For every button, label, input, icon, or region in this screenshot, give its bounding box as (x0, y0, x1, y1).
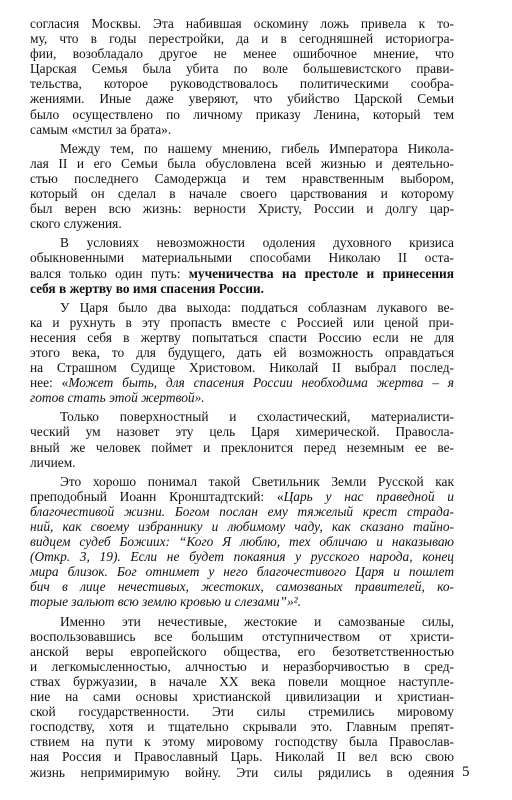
text-run: нее: « (30, 375, 69, 391)
paragraph-6 (30, 474, 454, 610)
paragraph-4 (30, 300, 454, 406)
text-line: на Страшном Судище Христовом. Николай II выбрал послед- (30, 360, 454, 376)
text-line-italic: видцем судеб Божиих: “Кого Я люблю, тех обличаю и наказываю (30, 534, 454, 550)
text-line: обыкновенными материальными способами Николаю II оста- (30, 250, 454, 266)
text-line: господству, хотя и тщательно скрывали это. Главным препят- (30, 719, 454, 735)
text-line: му, что в годы перестройки, да и в сегодняшней историогра- (30, 31, 454, 47)
text-line: вный же человек поймет и преклонится перед неземным ее ве- (30, 439, 454, 455)
text-line-mixed-bold (30, 266, 454, 281)
text-line: был верен всю жизнь: верности Христу, России и долгу цар- (30, 201, 454, 217)
text-line-italic: благочестивой жизни. Богом послан ему тяжелый крест страда- (30, 503, 454, 519)
text-line: личием. (30, 454, 76, 470)
text-line: этого века, то для будущего, дать ей возможность оправдаться (30, 344, 454, 360)
text-run-emphasis: мученичества на престоле и принесения (188, 265, 454, 281)
text-line: лая II и его Семьи была обусловлена всей жизнью и деятельно- (30, 155, 454, 171)
text-line: жениями. Иные даже уверяют, что убийство Царской Семьи (30, 91, 454, 107)
text-line: было осуществлено по личному приказу Ленина, который тем (30, 106, 454, 122)
text-line: Царская Семья была убита по воле большевистского прави- (30, 61, 454, 77)
text-line: анской веры европейского общества, его безответственностью (30, 643, 454, 659)
text-line: ческий ум назовет эту цель Царя химерической. Правосла- (30, 424, 454, 440)
paragraph-5 (30, 409, 454, 469)
text-line: Между тем, по нашему мнению, гибель Императора Никола- (60, 140, 454, 156)
text-line: ная Россия и Православный Царь. Николай II вел всю свою (30, 749, 454, 765)
text-line: ской государственности. Эти силы стремились мировому (30, 704, 454, 720)
text-line-bold: себя в жертву во имя спасения России. (30, 280, 264, 296)
text-line: Именно эти нечестивые, жестокие и самозваные силы, (60, 613, 454, 629)
text-line: ка и рухнуть в эту пропасть вместе с Россией или ценой при- (30, 314, 454, 330)
text-line: фии, возобладало другое не менее ошибочное мнение, что (30, 46, 454, 62)
text-line-italic: торые зальют всю землю кровью и слезами”»². (30, 594, 302, 610)
text-line-mixed-italic (30, 375, 454, 390)
text-line: согласия Москвы. Эта набившая оскомину ложь привела к то- (30, 16, 454, 31)
text-line-italic: мира близок. Бог отнимет у него благочестивого Царя и пошлет (30, 564, 454, 580)
text-line: ствием на пути к этому мировому господству была Православ- (30, 734, 454, 750)
text-run: преподобный Иоанн Кронштадтский: « (30, 488, 284, 504)
text-line: В условиях невозможности одоления духовного кризиса (60, 235, 454, 251)
text-line: несения себя в жертву попытаться спасти Россию если не для (30, 329, 454, 345)
text-line: ского служения. (30, 216, 122, 232)
text-line-mixed-italic (30, 489, 454, 504)
text-line-italic: бич в лице нечестивых, жестоких, самозваных правителей, ко- (30, 579, 454, 595)
paragraph-3 (30, 235, 454, 295)
text-run: вался только один путь: (30, 265, 189, 281)
page-body (30, 16, 454, 784)
text-line: Это хорошо понимал такой Светильник Земли Русской как (60, 473, 454, 489)
text-run-emphasis: Может быть, для спасения России необходима жертва – я (68, 375, 454, 391)
paragraph-2 (30, 141, 454, 232)
text-line: который он сделал в начале своего царствования и которому (30, 186, 454, 202)
text-line: жизнь непримиримую войну. Эти силы рядились в одеяния (30, 764, 454, 780)
text-line-italic: (Откр. 3, 19). Если не будет покаяния у русского народа, конец (30, 549, 454, 565)
text-line: самым «мстил за брата». (30, 121, 172, 137)
paragraph-1 (30, 16, 454, 137)
page-number: 5 (462, 764, 470, 780)
text-line-italic: ний, как своему избраннику и любимому чаду, как сказано тайно- (30, 519, 454, 534)
text-line: Только поверхностный и схоластический, материалисти- (60, 409, 454, 425)
text-line: и легкомысленностью, алчностью и неразборчивостью в сред- (30, 658, 454, 674)
text-line: стью последнего Самодержца и тем нравственным выбором, (30, 170, 454, 186)
paragraph-7 (30, 614, 454, 780)
text-line: ствах буржуазии, в начале XX века повели мощное наступле- (30, 673, 454, 689)
text-run-emphasis: Царь у нас праведной и (283, 488, 454, 504)
text-line: ние на сами основы христианской цивилизации и христиан- (30, 689, 454, 705)
text-line: воспользовавшись все большим отступничеством от христи- (30, 628, 454, 644)
text-line: тельства, которое руководствовалось политическими сообра- (30, 76, 454, 92)
text-line: У Царя было два выхода: поддаться соблазнам лукавого ве- (60, 299, 454, 315)
text-line-italic: готов стать этой жертвой». (30, 390, 205, 406)
